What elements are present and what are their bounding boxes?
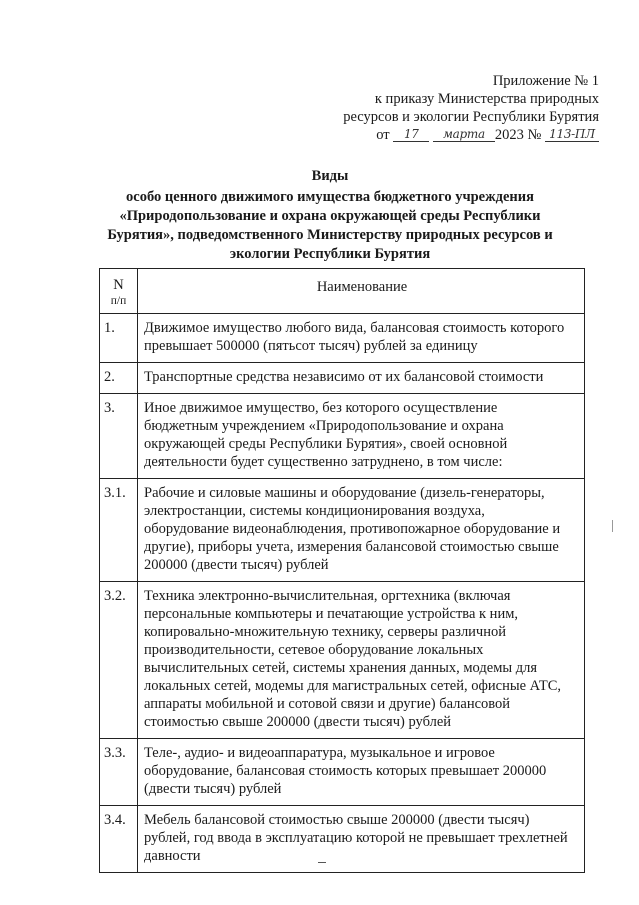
row-line: окружающей среды Республики Бурятия», своей основной xyxy=(144,436,508,452)
document-title xyxy=(80,167,580,264)
row-line: давности xyxy=(144,848,201,864)
row-text xyxy=(138,363,585,394)
row-text xyxy=(138,739,585,806)
row-line: персональные компьютеры и печатающие устройства к ним, xyxy=(144,606,519,622)
number-sign: № xyxy=(527,127,542,143)
row-line: локальных сетей, модемы для магистральных сетей, офисные АТС, xyxy=(144,678,561,694)
row-line: оборудование видеонаблюдения, противопожарное оборудование и xyxy=(144,521,561,537)
row-line: бюджетным учреждением «Природопользование и охрана xyxy=(144,418,504,434)
table-header-row xyxy=(100,269,585,314)
row-number: 3.2. xyxy=(100,582,138,739)
row-line: производительности, сетевое оборудование локальных xyxy=(144,642,484,658)
table-row xyxy=(100,394,585,479)
row-line: Движимое имущество любого вида, балансовая стоимость которого xyxy=(144,320,565,336)
header-name-cell: Наименование xyxy=(138,269,585,314)
title-line-5: экологии Республики Бурятия xyxy=(229,246,431,262)
row-line: стоимостью свыше 200000 (двести тысяч) рублей xyxy=(144,714,452,730)
header-number-cell xyxy=(100,269,138,314)
title-line-1: Виды xyxy=(311,168,349,184)
table-row xyxy=(100,806,585,873)
row-text xyxy=(138,479,585,582)
row-line: Транспортные средства независимо от их балансовой стоимости xyxy=(144,369,544,385)
row-line: аппараты мобильной и сотовой связи и другие) балансовой xyxy=(144,696,511,712)
table-row xyxy=(100,739,585,806)
row-line: рублей, год ввода в эксплуатацию которой не превышает трехлетней xyxy=(144,830,568,846)
title-line-4: Бурятия», подведомственного Министерству природных ресурсов и xyxy=(107,227,553,243)
row-line: Теле-, аудио- и видеоаппаратура, музыкальное и игровое xyxy=(144,745,495,761)
title-line-3: «Природопользование и охрана окружающей среды Республики xyxy=(119,208,541,224)
row-line: деятельности будет существенно затруднено, в том числе: xyxy=(144,454,503,470)
appendix-date-line xyxy=(343,126,599,144)
row-number: 1. xyxy=(100,314,138,363)
row-line: Техника электронно-вычислительная, оргтехника (включая xyxy=(144,588,511,604)
appendix-label: Приложение № 1 xyxy=(492,73,599,89)
handwritten-month: марта xyxy=(433,128,495,142)
row-line: Рабочие и силовые машины и оборудование (дизель-генераторы, xyxy=(144,485,545,501)
table-row xyxy=(100,314,585,363)
date-year: 2023 xyxy=(494,127,524,143)
page-footer-mark xyxy=(318,862,326,863)
row-text xyxy=(138,394,585,479)
row-line: вычислительных сетей, системы хранения данных, модемы для xyxy=(144,660,538,676)
row-number: 3.4. xyxy=(100,806,138,873)
row-text xyxy=(138,806,585,873)
table-row xyxy=(100,479,585,582)
row-number: 2. xyxy=(100,363,138,394)
property-types-table xyxy=(99,268,585,873)
row-line: 200000 (двести тысяч) рублей xyxy=(144,557,329,573)
handwritten-order-number: 113-ПЛ xyxy=(545,128,599,142)
date-prefix: от xyxy=(376,127,390,143)
handwritten-day: 17 xyxy=(393,128,429,142)
row-line: оборудование, балансовая стоимость которых превышает 200000 xyxy=(144,763,547,779)
title-line-2: особо ценного движимого имущества бюджетного учреждения xyxy=(126,189,534,205)
row-number: 3.1. xyxy=(100,479,138,582)
row-number: 3. xyxy=(100,394,138,479)
row-line: Иное движимое имущество, без которого осуществление xyxy=(144,400,498,416)
header-pp-label: п/п xyxy=(110,295,127,307)
scan-artifact-mark xyxy=(612,520,613,532)
header-number-label: N xyxy=(113,277,124,293)
table-row xyxy=(100,582,585,739)
row-text xyxy=(138,314,585,363)
row-line: другие), приборы учета, измерения балансовой стоимостью свыше xyxy=(144,539,559,555)
appendix-order-line: к приказу Министерства природных xyxy=(374,91,599,107)
row-line: копировально-множительную технику, серверы различной xyxy=(144,624,506,640)
row-line: (двести тысяч) рублей xyxy=(144,781,282,797)
row-number: 3.3. xyxy=(100,739,138,806)
row-line: электростанции, системы кондиционирования воздуха, xyxy=(144,503,485,519)
row-text xyxy=(138,582,585,739)
table-row xyxy=(100,363,585,394)
appendix-header xyxy=(343,72,599,144)
appendix-ministry-line: ресурсов и экологии Республики Бурятия xyxy=(343,109,599,125)
row-line: превышает 500000 (пятьсот тысяч) рублей за единицу xyxy=(144,338,478,354)
row-line: Мебель балансовой стоимостью свыше 200000 (двести тысяч) xyxy=(144,812,530,828)
